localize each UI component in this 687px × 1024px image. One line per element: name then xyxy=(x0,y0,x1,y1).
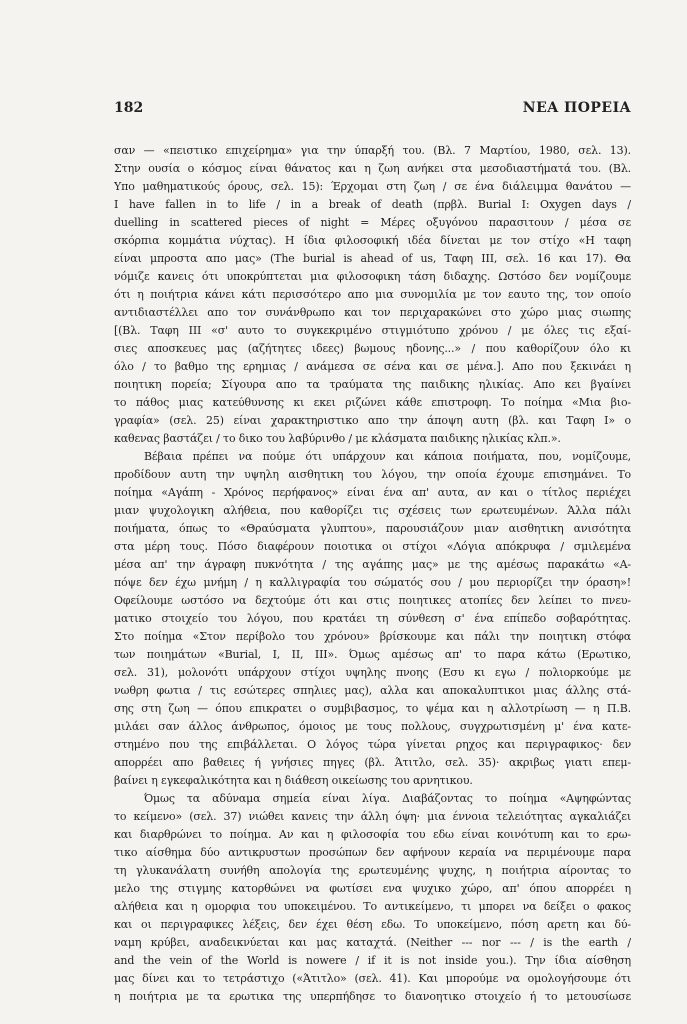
text-line: ότι η ποιήτρια κάνει κάτι περισσότερο απο μια συνομιλία με τον εαυτο της, τον οποίο xyxy=(114,288,631,301)
text-line: σαν — «πειστικο επιχείρημα» για την ύπαρξή του. (Βλ. 7 Μαρτίου, 1980, σελ. 13). xyxy=(114,144,631,157)
text-line: [(Βλ. Ταφη ΙΙΙ «σ' αυτο το συγκεκριμένο στιγμιότυπο χρόνου / με όλες τις εξαί- xyxy=(114,324,631,337)
text-line: προδίδουν αυτη την υψηλη αισθητικη του λόγου, την οποία έχουμε επισημάνει. Το xyxy=(114,468,631,481)
text-line: Οφείλουμε ωστόσο να δεχτούμε ότι και στις ποιητικες ατοπίες δεν λείπει το πνευ- xyxy=(114,594,631,607)
page-header xyxy=(114,100,631,116)
text-line: μέσα απ' την άγραφη πυκνότητα / της αγάπης μας» με της αμέσως παρακάτω «Α- xyxy=(114,558,631,571)
text-line: και διαρθρώνει το ποίημα. Αν και η φιλοσοφία του εδω είναι κοινότυπη και το ερω- xyxy=(114,828,631,841)
text-line: αντιδιαστέλλει απο τον συνάνθρωπο και τον περιχαρακώνει στο χώρο μιας σιωπης xyxy=(114,306,631,319)
text-line: Όμως τα αδύναμα σημεία είναι λίγα. Διαβάζοντας το ποίημα «Αψηφώντας xyxy=(144,792,631,805)
text-line: νωθρη φωτια / τις εσώτερες σπηλιες μας), αλλα και αποκαλυπτικοι μιας άλλης στά- xyxy=(114,684,631,697)
text-line: duelling in scattered pieces of night = Μέρες οξυγόνου παρασιτουν / μέσα σε xyxy=(114,216,631,229)
text-line: μιλάει σαν άλλος άνθρωπος, όμοιος με τους πολλους, συγχρωτισμένη μ' ένα κατε- xyxy=(114,720,631,733)
text-line: βαίνει η εγκεφαλικότητα και η διάθεση οικείωσης του αρνητικου. xyxy=(114,774,473,787)
text-line: τη γλυκανάλατη συνήθη απολογία της ερωτευμένης ψυχης, η ποιήτρια αίροντας το xyxy=(114,864,631,877)
text-line: τικο αίσθημα δύο αντικρυστων προσώπων δεν αφήνουν κεραία να περιμένουμε παρα xyxy=(114,846,631,859)
text-line: ποιητικη πορεία; Σίγουρα απο τα τραύματα της παιδικης ηλικίας. Απο κει βγαίνει xyxy=(114,378,631,391)
text-line: I have fallen in to life / in a break of death (πρβλ. Burial I: Oxygen days / xyxy=(114,198,631,211)
text-line: αλήθεια και η ομορφια του υποκειμένου. Το αντικείμενο, τι μπορει να δείξει ο φακος xyxy=(114,900,631,913)
text-line: είναι μπροστα απο μας» (The burial is ahead of us, Ταφη ΙΙΙ, σελ. 16 και 17). Θα xyxy=(114,252,631,265)
text-line: μας δίνει και το τετράστιχο («Άτιτλο» (σελ. 41). Και μπορούμε να ομολογήσουμε ότι xyxy=(114,972,631,985)
text-line: το κείμενο» (σελ. 37) νιώθει κανεις την άλλη όψη· μια έννοια τελειότητας αγκαλιάζει xyxy=(114,810,631,823)
text-line: η ποιήτρια με τα ερωτικα της υπερπήδησε το διανοητικο στοιχείο ή το μετουσίωσε xyxy=(114,990,631,1003)
text-line: σελ. 31), μολονότι υπάρχουν στίχοι υψηλης πνοης (Εσυ κι εγω / πολιορκούμε με xyxy=(114,666,631,679)
text-line: νόμιζε κανεις ότι υποκρύπτεται μια φιλοσοφικη τάση διδαχης. Ωστόσο δεν νομίζουμε xyxy=(114,270,631,283)
text-line: σης στη ζωη — όπου επικρατει ο συμβιβασμος, το ψέμα και η αλλοτρίωση — η Π.Β. xyxy=(114,702,631,715)
text-line: Στην ουσία ο κόσμος είναι θάνατος και η ζωη ανήκει στα μεσοδιαστήματά του. (Βλ. xyxy=(114,162,631,175)
body-text xyxy=(114,142,631,1006)
text-line: το πάθος μιας κατεύθυνσης κι εκει ριζώνει κάθε επιστροφη. Το ποίημα «Μια βιο- xyxy=(114,396,631,409)
text-line: απορρέει απο βαθειες ή γνήσιες πηγες (βλ. Άτιτλο, σελ. 35)· ακριβως γιατι επεμ- xyxy=(114,756,631,769)
text-line: ματικο στοιχείο του λόγου, που κρατάει τη σύνθεση σ' ένα επίπεδο σοβαρότητας. xyxy=(114,612,631,625)
text-line: and the vein of the World is nowere / if it is not inside you.). Την ίδια αίσθηση xyxy=(114,954,631,967)
text-line: στα μέρη τους. Πόσο διαφέρουν ποιοτικα οι στίχοι «Λόγια απόκρυφα / σμιλεμένα xyxy=(114,540,631,553)
text-line: σκόρπια κομμάτια νύχτας). Η ίδια φιλοσοφική ιδέα δίνεται με τον στίχο «Η ταφη xyxy=(114,234,631,247)
text-line: στημένο που της επιβάλλεται. Ο λόγος τώρα γίνεται ρηχος και περιγραφικος· δεν xyxy=(114,738,631,751)
page-number: 182 xyxy=(114,100,144,116)
text-line: και οι περιγραφικες λέξεις, δεν έχει θέση εδω. Το υποκείμενο, πόση αρετη και δύ- xyxy=(114,918,631,931)
text-line: Βέβαια πρέπει να πούμε ότι υπάρχουν και κάποια ποιήματα, που, νομίζουμε, xyxy=(144,450,631,463)
text-line: καθενας βαστάζει / το δικο του λαβύρινθο / με κλάσματα παιδικης ηλικίας κλπ.». xyxy=(114,432,561,445)
text-line: Υπο μαθηματικούς όρους, σελ. 15): Έρχομαι στη ζωη / σε ένα διάλειμμα θανάτου — xyxy=(114,180,631,193)
text-line: όλο / το βαθμο της ερημιας / ανάμεσα σε σένα και σε μένα.]. Απο που ξεκινάει η xyxy=(114,360,631,373)
text-line: πόψε δεν έχω μνήμη / η καλλιγραφία του σώματός σου / μου περιορίζει την όραση»! xyxy=(114,576,631,589)
text-line: Στο ποίημα «Στον περίβολο του χρόνου» βρίσκουμε και πάλι την ποιητικη στόφα xyxy=(114,630,631,643)
text-line: ποιήματα, όπως το «Θραύσματα γλυπτου», παρουσιάζουν μιαν αισθητικη ανισότητα xyxy=(114,522,631,535)
text-line: μελο της στιγμης κατορθώνει να φωτίσει ενα ψυχικο χώρο, απ' όπου απορρέει η xyxy=(114,882,631,895)
text-line: των ποιημάτων «Burial, I, II, III». Όμως αμέσως απ' το παρα κάτω (Ερωτικο, xyxy=(114,648,631,661)
text-line: ναμη κρύβει, αναδεικνύεται και μας καταχτά. (Neither --- nor --- / is the earth / xyxy=(114,936,631,949)
text-line: ποίημα «Αγάπη - Χρόνος περήφανος» είναι ένα απ' αυτα, αν και ο τίτλος περιέχει xyxy=(114,486,631,499)
text-line: σιες αποσκευες μας (αζήτητες ιδεες) βωμους ηδονης...» / που καθορίζουν όλο κι xyxy=(114,342,631,355)
running-head: ΝΕΑ ΠΟΡΕΙΑ xyxy=(522,100,631,116)
text-line: μιαν ψυχολογικη αλήθεια, που καθορίζει τις σχέσεις των ερωτευμένων. Άλλα πάλι xyxy=(114,504,631,517)
text-line: γραφία» (σελ. 25) είναι χαρακτηριστικο απο την άποψη αυτη (βλ. και Ταφη Ι» ο xyxy=(114,414,631,427)
